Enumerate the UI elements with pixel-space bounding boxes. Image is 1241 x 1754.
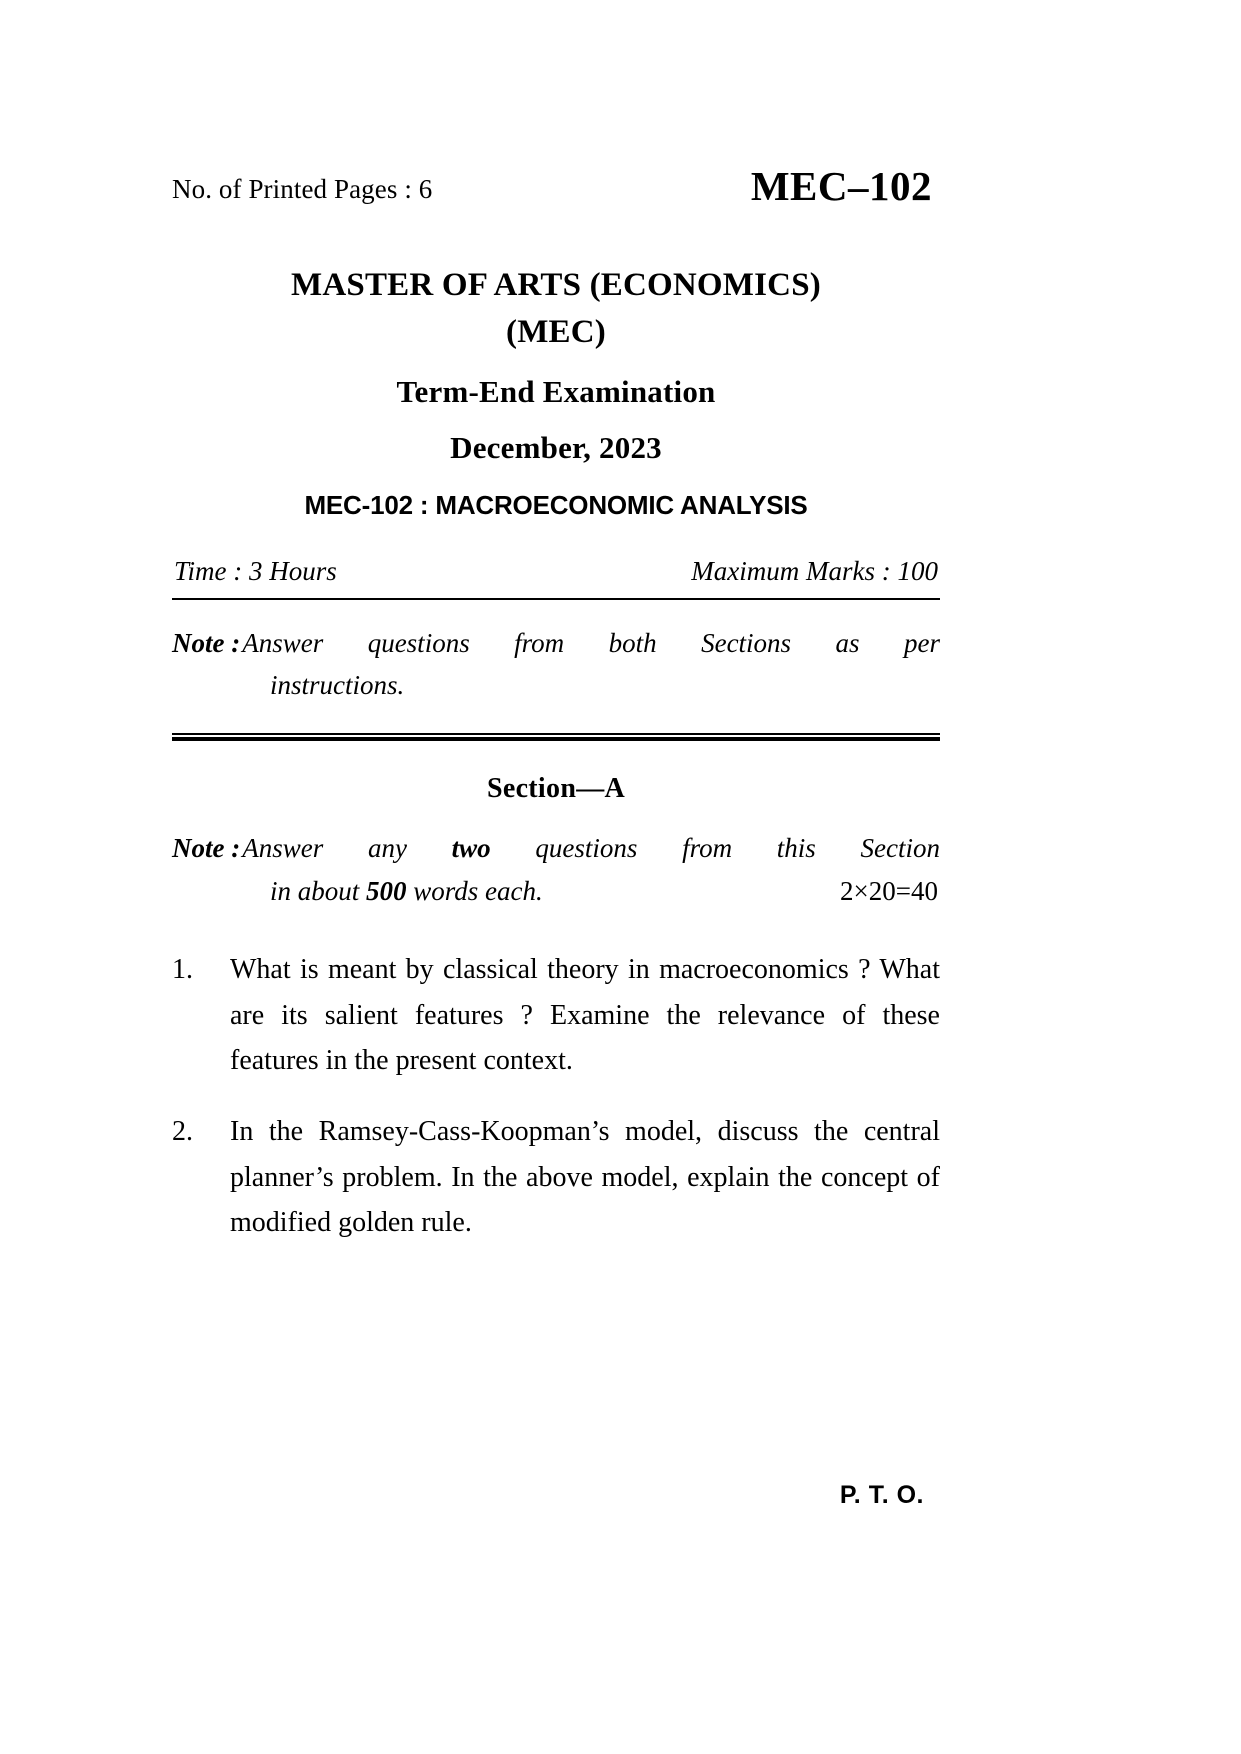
general-note-row — [172, 622, 940, 665]
question-number: 1. — [172, 954, 193, 986]
general-note-line-1: Answer questions from both Sections as per — [242, 627, 940, 658]
subject-title: MEC-102 : MACROECONOMIC ANALYSIS — [304, 489, 808, 520]
section-a-note-emphasis-500: 500 — [366, 876, 407, 907]
divider-thick-line — [172, 737, 940, 741]
section-a-heading: Section—A — [486, 773, 626, 805]
course-code: MEC–102 — [750, 163, 932, 209]
meta-divider-rule — [172, 598, 940, 600]
section-a-note-line-2 — [270, 870, 543, 913]
section-divider-double-rule — [172, 733, 940, 740]
title-block — [172, 262, 940, 521]
question-text: In the Ramsey-Cass-Koopman’s model, discuss the central planner’s problem. In the above model, explain the concept of modified golden rule. — [230, 1116, 940, 1239]
question-item — [172, 947, 940, 1083]
section-a-note-emphasis-two: two — [451, 833, 491, 864]
page-footer — [172, 1470, 940, 1510]
section-a-note — [172, 827, 940, 913]
question-item — [172, 1109, 940, 1245]
section-a-note-line-2-part-2: words each. — [406, 876, 543, 907]
printed-pages-label: No. of Printed Pages : 6 — [172, 174, 433, 204]
programme-title-line-1: MASTER OF ARTS (ECONOMICS) — [291, 267, 821, 303]
section-a-question-list — [172, 947, 940, 1245]
section-a-marks: 2×20=40 — [840, 876, 938, 907]
page-content — [172, 160, 940, 1272]
section-a-note-line-2-part-1: in about — [270, 876, 367, 907]
exam-time: Time : 3 Hours — [174, 555, 337, 586]
exam-meta-row — [172, 556, 940, 587]
section-a-note-body — [242, 827, 940, 870]
question-text: What is meant by classical theory in macroeconomics ? What are its salient features ? Examine the relevance of these features in the present context. — [230, 954, 940, 1077]
general-note-line-2: instructions. — [270, 670, 405, 701]
exam-maximum-marks: Maximum Marks : 100 — [691, 555, 938, 586]
exam-title: Term-End Examination — [396, 373, 716, 409]
general-note — [172, 622, 940, 707]
section-a-note-label: Note : — [172, 833, 241, 864]
programme-title-line-2: (MEC) — [506, 313, 606, 350]
section-a-note-line-1-part-2: questions from this Section — [490, 833, 940, 864]
section-a-note-line-1-part-1: Answer any — [242, 833, 452, 864]
page-header — [172, 160, 940, 220]
pto-label: P. T. O. — [839, 1481, 924, 1509]
general-note-label: Note : — [172, 627, 241, 658]
section-a-note-line-2-row — [172, 870, 940, 913]
question-number: 2. — [172, 1116, 193, 1148]
section-a-note-line-1 — [242, 827, 940, 870]
exam-date: December, 2023 — [450, 429, 662, 465]
general-note-body — [242, 622, 940, 665]
section-a-note-row — [172, 827, 940, 870]
